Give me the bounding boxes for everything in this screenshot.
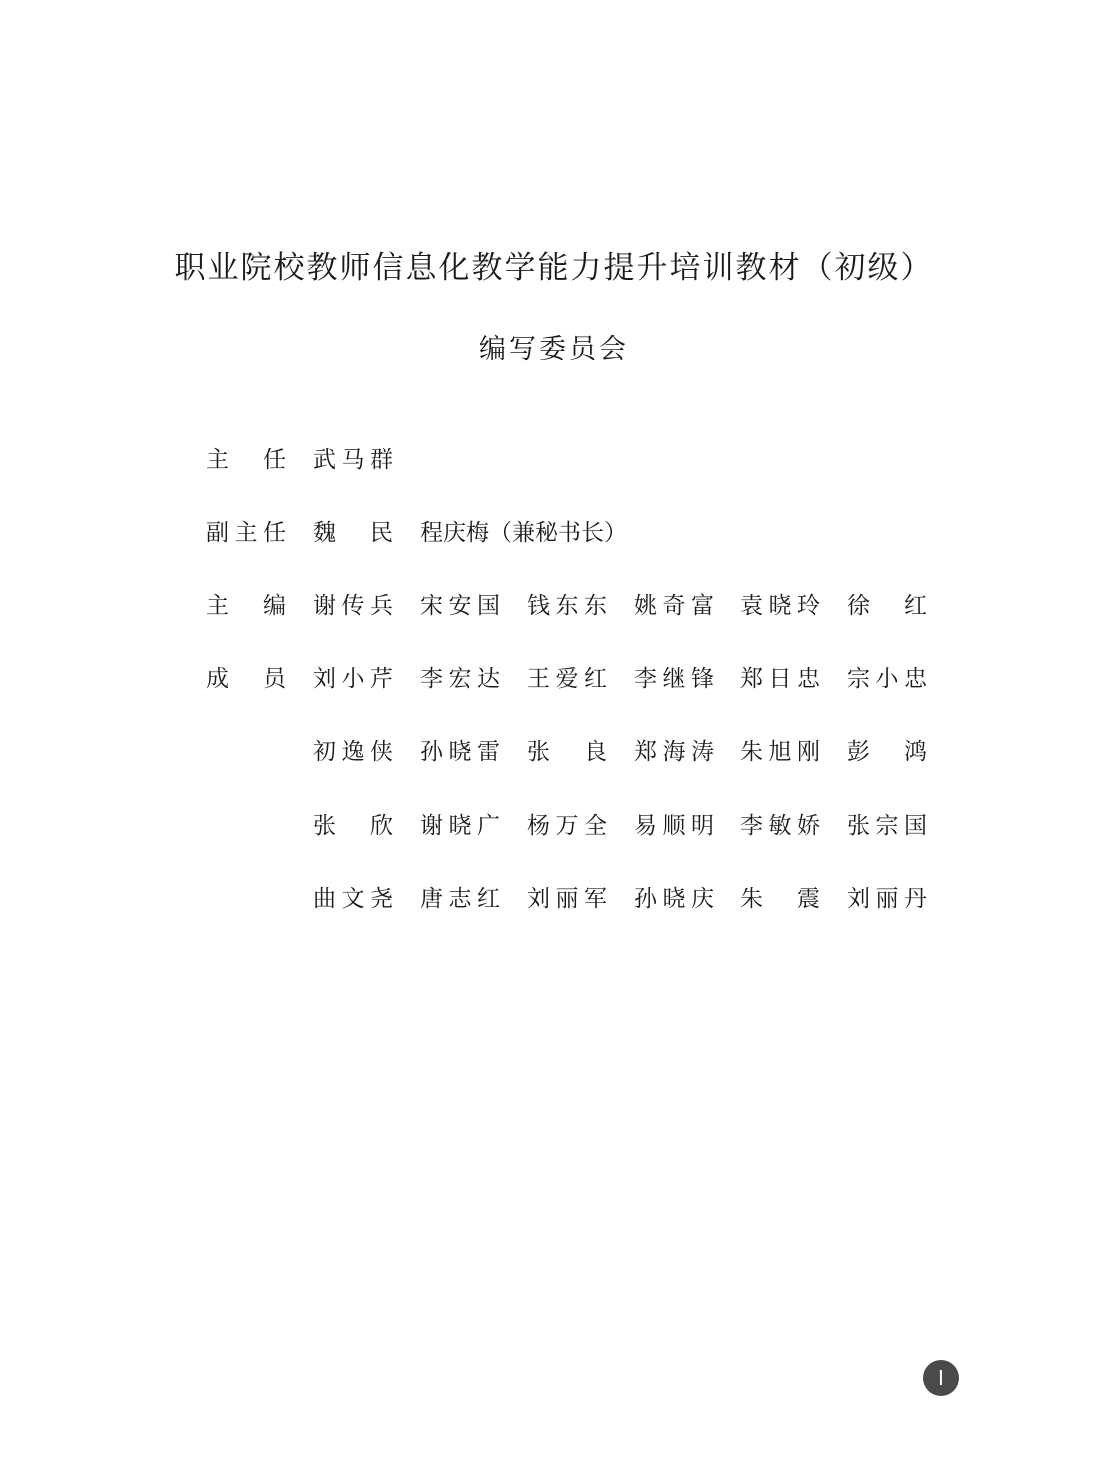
committee-row (0, 806, 1108, 846)
committee-row (0, 440, 1108, 480)
committee-member: 朱 旭 刚 (740, 739, 820, 765)
committee-member: 李 敏 娇 (740, 813, 820, 839)
committee-member: 李 继 锋 (634, 666, 714, 692)
committee-row (0, 659, 1108, 699)
committee-row (0, 732, 1108, 772)
committee-member: 初 逸 侠 (313, 739, 393, 765)
committee-member: 钱 东 东 (527, 593, 607, 619)
committee-heading: 编写委员会 (479, 334, 629, 365)
committee-member: 张 欣 (313, 813, 393, 839)
committee-member: 武 马 群 (313, 447, 393, 473)
committee-member: 杨 万 全 (527, 813, 607, 839)
committee-member: 孙 晓 雷 (420, 739, 500, 765)
committee-member: 王 爱 红 (527, 666, 607, 692)
committee-member: 朱 震 (740, 886, 820, 912)
committee-role: 成 员 (206, 666, 286, 692)
committee-member: 程庆梅（兼秘书长） (420, 520, 627, 546)
committee-member: 谢 晓 广 (420, 813, 500, 839)
committee-member: 宗 小 忠 (847, 666, 927, 692)
committee-member: 唐 志 红 (420, 886, 500, 912)
committee-member: 曲 文 尧 (313, 886, 393, 912)
committee-member: 宋 安 国 (420, 593, 500, 619)
committee-member: 孙 晓 庆 (634, 886, 714, 912)
committee-role: 主 任 (206, 447, 286, 473)
committee-member: 刘 丽 军 (527, 886, 607, 912)
committee-member: 刘 丽 丹 (847, 886, 927, 912)
committee-member: 魏 民 (313, 520, 393, 546)
committee-member: 谢 传 兵 (313, 593, 393, 619)
committee-member: 张 良 (527, 739, 607, 765)
committee-member: 张 宗 国 (847, 813, 927, 839)
committee-member: 李 宏 达 (420, 666, 500, 692)
page-number-badge: I (923, 1360, 959, 1396)
committee-role: 主 编 (206, 593, 286, 619)
document-title: 职业院校教师信息化教学能力提升培训教材（初级） (174, 250, 934, 286)
committee-member: 刘 小 芹 (313, 666, 393, 692)
committee-member: 徐 红 (847, 593, 927, 619)
committee-member: 郑 海 涛 (634, 739, 714, 765)
committee-member: 易 顺 明 (634, 813, 714, 839)
committee-row (0, 879, 1108, 919)
committee-member: 郑 日 忠 (740, 666, 820, 692)
committee-member: 彭 鸿 (847, 739, 927, 765)
committee-row (0, 586, 1108, 626)
committee-member: 姚 奇 富 (634, 593, 714, 619)
committee-role: 副 主 任 (206, 520, 286, 546)
committee-member: 袁 晓 玲 (740, 593, 820, 619)
committee-row (0, 513, 1108, 553)
